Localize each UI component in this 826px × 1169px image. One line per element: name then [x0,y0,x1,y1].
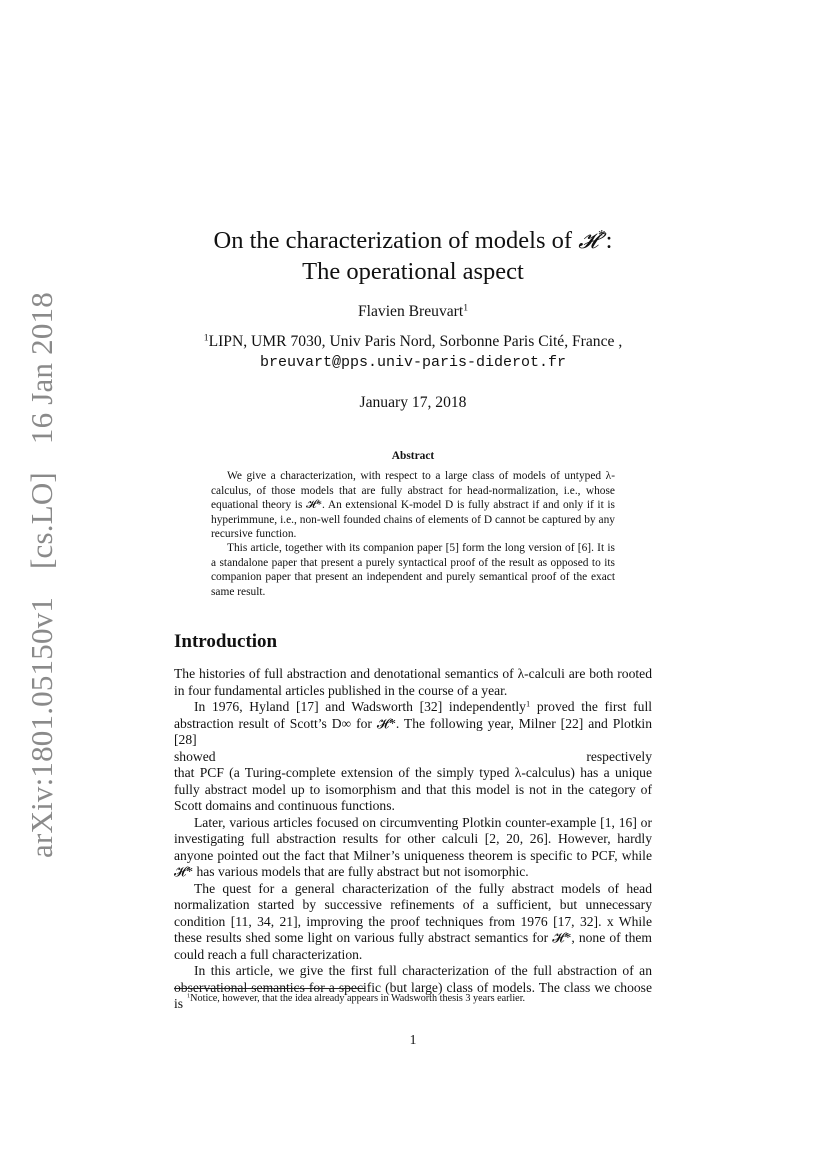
footnote-text: Notice, however, that the idea already appears in Wadsworth thesis 3 years earlier. [190,993,526,1004]
title-block [0,226,826,413]
author [0,302,826,322]
intro-paragraph-1: The histories of full abstraction and denotational semantics of λ-calculi are both rooted in four fundamental articles published in the course of a year. [174,666,652,698]
intro-paragraph-4: The quest for a general characterization of the fully abstract models of head normalization started by successive refinements of a sufficient, but unnecessary condition [11, 34, 21], improving the proof techniques from 1976 [17, 32]. x While these results shed some light on various fully abstract semantics for 𝓗*, none of them could reach a full characterization. [174,880,652,962]
paper-title [0,226,826,287]
footnote-divider [174,988,365,989]
section-heading-introduction: Introduction [174,631,278,652]
arxiv-id: arXiv:1801.05150v1 [24,596,59,858]
footnote [187,992,525,1005]
author-name: Flavien Breuvart [357,303,464,320]
arxiv-category: [cs.LO] [24,472,59,569]
footnote-number: 1 [187,992,191,1000]
word-showed: showed [174,748,216,764]
footnote-mark[interactable]: 1 [525,698,531,709]
title-star: * [598,226,606,244]
title-line1: On the characterization of models of [213,227,579,254]
affiliation [0,332,826,373]
abstract-heading: Abstract [391,450,435,462]
paper-date: January 17, 2018 [359,394,467,411]
intro-paragraph-2-cont: that PCF (a Turing-complete extension of the simply typed λ-calculus) has a unique fully abstract model up to isomorphism and that this model is not in the category of Scott domains and continuous functions. [174,765,652,813]
abstract [211,449,615,599]
intro-paragraph-2 [174,699,652,749]
arxiv-stamp [24,292,60,858]
abstract-paragraph-2: This article, together with its companion paper [5] form the long version of [6]. It is a standalone paper that present a purely syntactical proof of the result as opposed to its companion paper that present an independent and purely semantical proof of the exact same result. [211,542,615,598]
title-colon: : [605,227,613,254]
intro-paragraph-3: Later, various articles focused on circumventing Plotkin counter-example [1, 16] or investigating full abstraction results for other calculi [2, 20, 26]. However, hardly anyone pointed out the fact that Milner’s uniqueness theorem is specific to PCF, while 𝓗* has various models that are fully abstract but not isomorphic. [174,814,652,879]
intro-p2-text-b: proved the first full abstraction result of Scott’s D∞ for 𝓗*. The following year, Milner [22] and Plotkin [28] [174,699,652,747]
author-affil-mark: 1 [463,302,469,314]
title-line2: The operational aspect [302,258,524,285]
author-email: breuvart@pps.univ-paris-diderot.fr [259,354,567,371]
arxiv-date: 16 Jan 2018 [24,292,59,445]
affiliation-text: LIPN, UMR 7030, Univ Paris Nord, Sorbonne Paris Cité, France , [208,333,623,350]
abstract-paragraph-1: We give a characterization, with respect to a large class of models of untyped λ-calculus, of those models that are fully abstract for head-normalization, i.e., whose equational theory is 𝓗*. An extensional K-model D is fully abstract if and only if it is hyperimmune, i.e., non-well founded chains of elements of D cannot be captured by any recursive function. [211,470,615,541]
affil-mark: 1 [203,332,209,344]
intro-paragraph-2-gap-line [174,749,652,766]
word-respectively: respectively [586,748,652,764]
intro-p2-text-a: In 1976, Hyland [17] and Wadsworth [32] independently [194,699,526,714]
introduction-section [174,630,652,1013]
intro-paragraph-5: In this article, we give the first full characterization of the full abstraction of an observational semantics for a specific (but large) class of models. The class we choose is [174,963,652,1011]
page-number: 1 [409,1032,417,1047]
script-h-symbol: 𝓗 [578,229,599,254]
